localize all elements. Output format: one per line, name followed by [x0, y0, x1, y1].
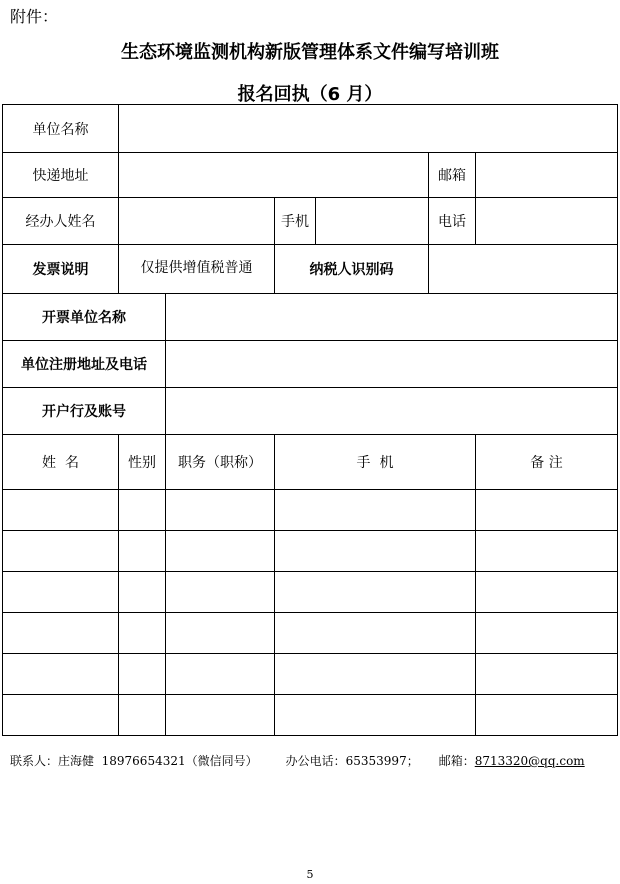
- attendee-gender-cell[interactable]: [119, 531, 166, 572]
- attendee-gender-cell[interactable]: [119, 490, 166, 531]
- attendee-header-name: 姓 名: [3, 435, 119, 490]
- contact-person: 联系人：庄海健 18976654321（微信同号）: [10, 754, 258, 768]
- handler-name-field[interactable]: [119, 198, 275, 245]
- email-link[interactable]: 8713320@qq.com: [474, 754, 585, 768]
- attendee-header-mobile: 手 机: [275, 435, 476, 490]
- attendee-gender-cell[interactable]: [119, 613, 166, 654]
- attendee-name-cell[interactable]: [3, 613, 119, 654]
- delivery-address-label: 快递地址: [3, 153, 119, 198]
- registered-address-field[interactable]: [166, 341, 618, 388]
- taxpayer-id-field[interactable]: [429, 245, 618, 294]
- attendee-title-cell[interactable]: [166, 531, 275, 572]
- registered-address-label: 单位注册地址及电话: [3, 341, 166, 388]
- table-row: [3, 531, 618, 572]
- handler-name-label: 经办人姓名: [3, 198, 119, 245]
- attendee-remarks-cell[interactable]: [476, 490, 618, 531]
- attendee-remarks-cell[interactable]: [476, 695, 618, 736]
- attendee-mobile-cell[interactable]: [275, 531, 476, 572]
- page-title: 生态环境监测机构新版管理体系文件编写培训班: [121, 42, 499, 63]
- attendee-header-gender: 性别: [119, 435, 166, 490]
- contact-footer: [10, 752, 585, 769]
- attendee-gender-cell[interactable]: [119, 654, 166, 695]
- mobile-label: 手机: [275, 198, 316, 245]
- unit-name-label: 单位名称: [3, 105, 119, 153]
- bank-account-field[interactable]: [166, 388, 618, 435]
- registration-form: [2, 104, 618, 736]
- phone-field[interactable]: [476, 198, 618, 245]
- office-phone: 办公电话：65353997；: [285, 754, 419, 768]
- invoice-unit-label: 开票单位名称: [3, 294, 166, 341]
- attendee-remarks-cell[interactable]: [476, 572, 618, 613]
- invoice-unit-field[interactable]: [166, 294, 618, 341]
- attendee-mobile-cell[interactable]: [275, 695, 476, 736]
- attendee-remarks-cell[interactable]: [476, 613, 618, 654]
- attendee-mobile-cell[interactable]: [275, 572, 476, 613]
- table-row: [3, 490, 618, 531]
- invoice-note-label: 发票说明: [3, 245, 119, 294]
- attendee-header-remarks: 备 注: [476, 435, 618, 490]
- taxpayer-id-label: 纳税人识别码: [275, 245, 429, 294]
- delivery-address-field[interactable]: [119, 153, 429, 198]
- invoice-note-value: 仅提供增值税普通: [119, 245, 275, 294]
- attendee-remarks-cell[interactable]: [476, 531, 618, 572]
- attendee-title-cell[interactable]: [166, 654, 275, 695]
- attendee-mobile-cell[interactable]: [275, 613, 476, 654]
- table-row: [3, 654, 618, 695]
- attendee-mobile-cell[interactable]: [275, 490, 476, 531]
- attendee-title-cell[interactable]: [166, 695, 275, 736]
- page-subtitle: 报名回执（6 月）: [237, 84, 383, 105]
- attendee-mobile-cell[interactable]: [275, 654, 476, 695]
- postcode-label: 邮箱: [429, 153, 476, 198]
- email-label: 邮箱：: [438, 754, 475, 768]
- table-row: [3, 613, 618, 654]
- attendee-name-cell[interactable]: [3, 531, 119, 572]
- attendee-name-cell[interactable]: [3, 695, 119, 736]
- attendee-gender-cell[interactable]: [119, 572, 166, 613]
- unit-name-field[interactable]: [119, 105, 618, 153]
- attendee-name-cell[interactable]: [3, 654, 119, 695]
- attendee-title-cell[interactable]: [166, 490, 275, 531]
- mobile-field[interactable]: [316, 198, 429, 245]
- attendee-gender-cell[interactable]: [119, 695, 166, 736]
- attendee-name-cell[interactable]: [3, 490, 119, 531]
- attendee-header-title: 职务（职称）: [166, 435, 275, 490]
- page-number: 5: [306, 868, 314, 881]
- table-row: [3, 572, 618, 613]
- attendee-title-cell[interactable]: [166, 613, 275, 654]
- phone-label: 电话: [429, 198, 476, 245]
- attendee-remarks-cell[interactable]: [476, 654, 618, 695]
- table-row: [3, 695, 618, 736]
- attendee-title-cell[interactable]: [166, 572, 275, 613]
- postcode-field[interactable]: [476, 153, 618, 198]
- attachment-label: 附件：: [10, 7, 59, 26]
- attendee-name-cell[interactable]: [3, 572, 119, 613]
- bank-account-label: 开户行及账号: [3, 388, 166, 435]
